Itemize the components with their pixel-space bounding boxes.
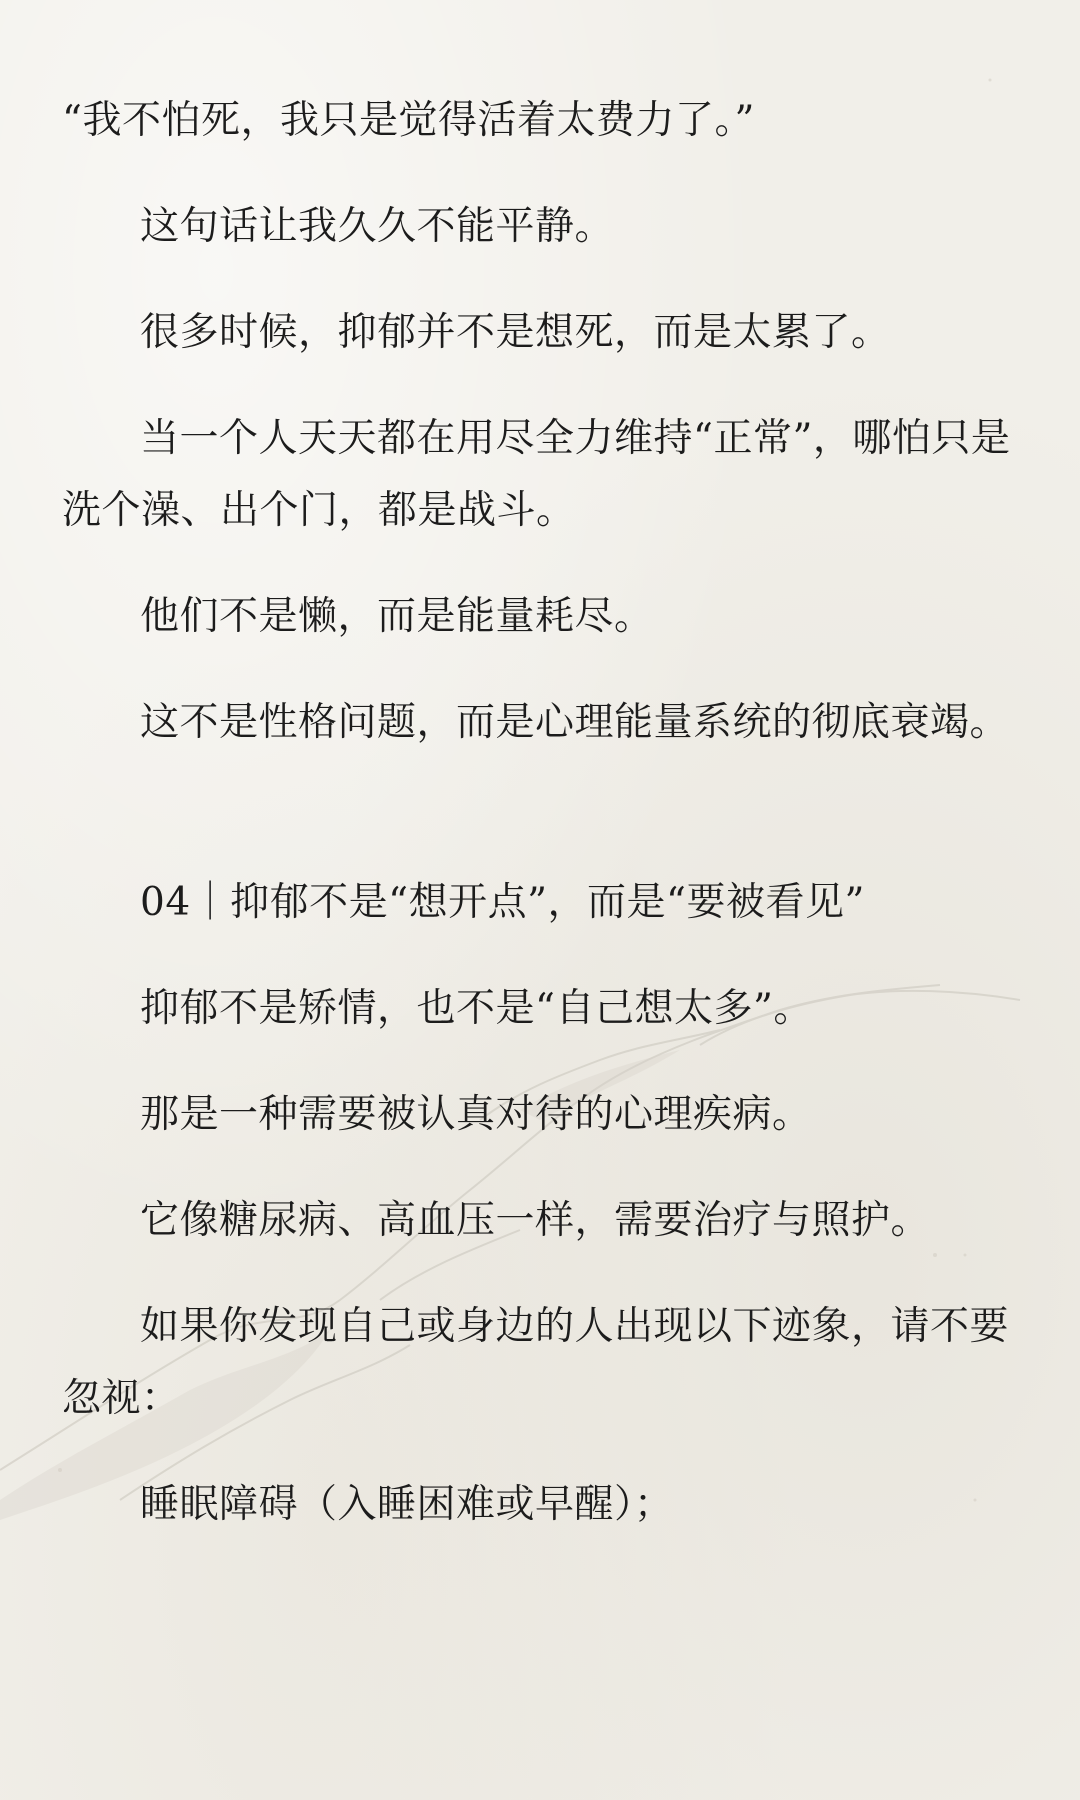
list-item: 睡眠障碍（入睡困难或早醒）； <box>140 1482 674 1527</box>
section-heading: 04｜抑郁不是“想开点”，而是“要被看见” <box>140 880 865 925</box>
paragraph: 这不是性格问题，而是心理能量系统的彻底衰竭。 <box>140 700 1010 745</box>
paragraph: 那是一种需要被认真对待的心理疾病。 <box>140 1092 812 1137</box>
article-body <box>62 85 1012 1541</box>
paragraph: 如果你发现自己或身边的人出现以下迹象，请不要忽视： <box>62 1304 1010 1421</box>
quote-paragraph: “我不怕死，我只是觉得活着太费力了。” <box>62 98 755 143</box>
paragraph: 他们不是懒，而是能量耗尽。 <box>140 594 654 639</box>
paragraph: 当一个人天天都在用尽全力维持“正常”，哪怕只是洗个澡、出个门，都是战斗。 <box>62 416 1011 533</box>
paragraph: 这句话让我久久不能平静。 <box>140 204 615 249</box>
paragraph: 很多时候，抑郁并不是想死，而是太累了。 <box>140 310 891 355</box>
paragraph: 它像糖尿病、高血压一样，需要治疗与照护。 <box>140 1198 931 1243</box>
paragraph: 抑郁不是矫情，也不是“自己想太多”。 <box>140 986 813 1031</box>
